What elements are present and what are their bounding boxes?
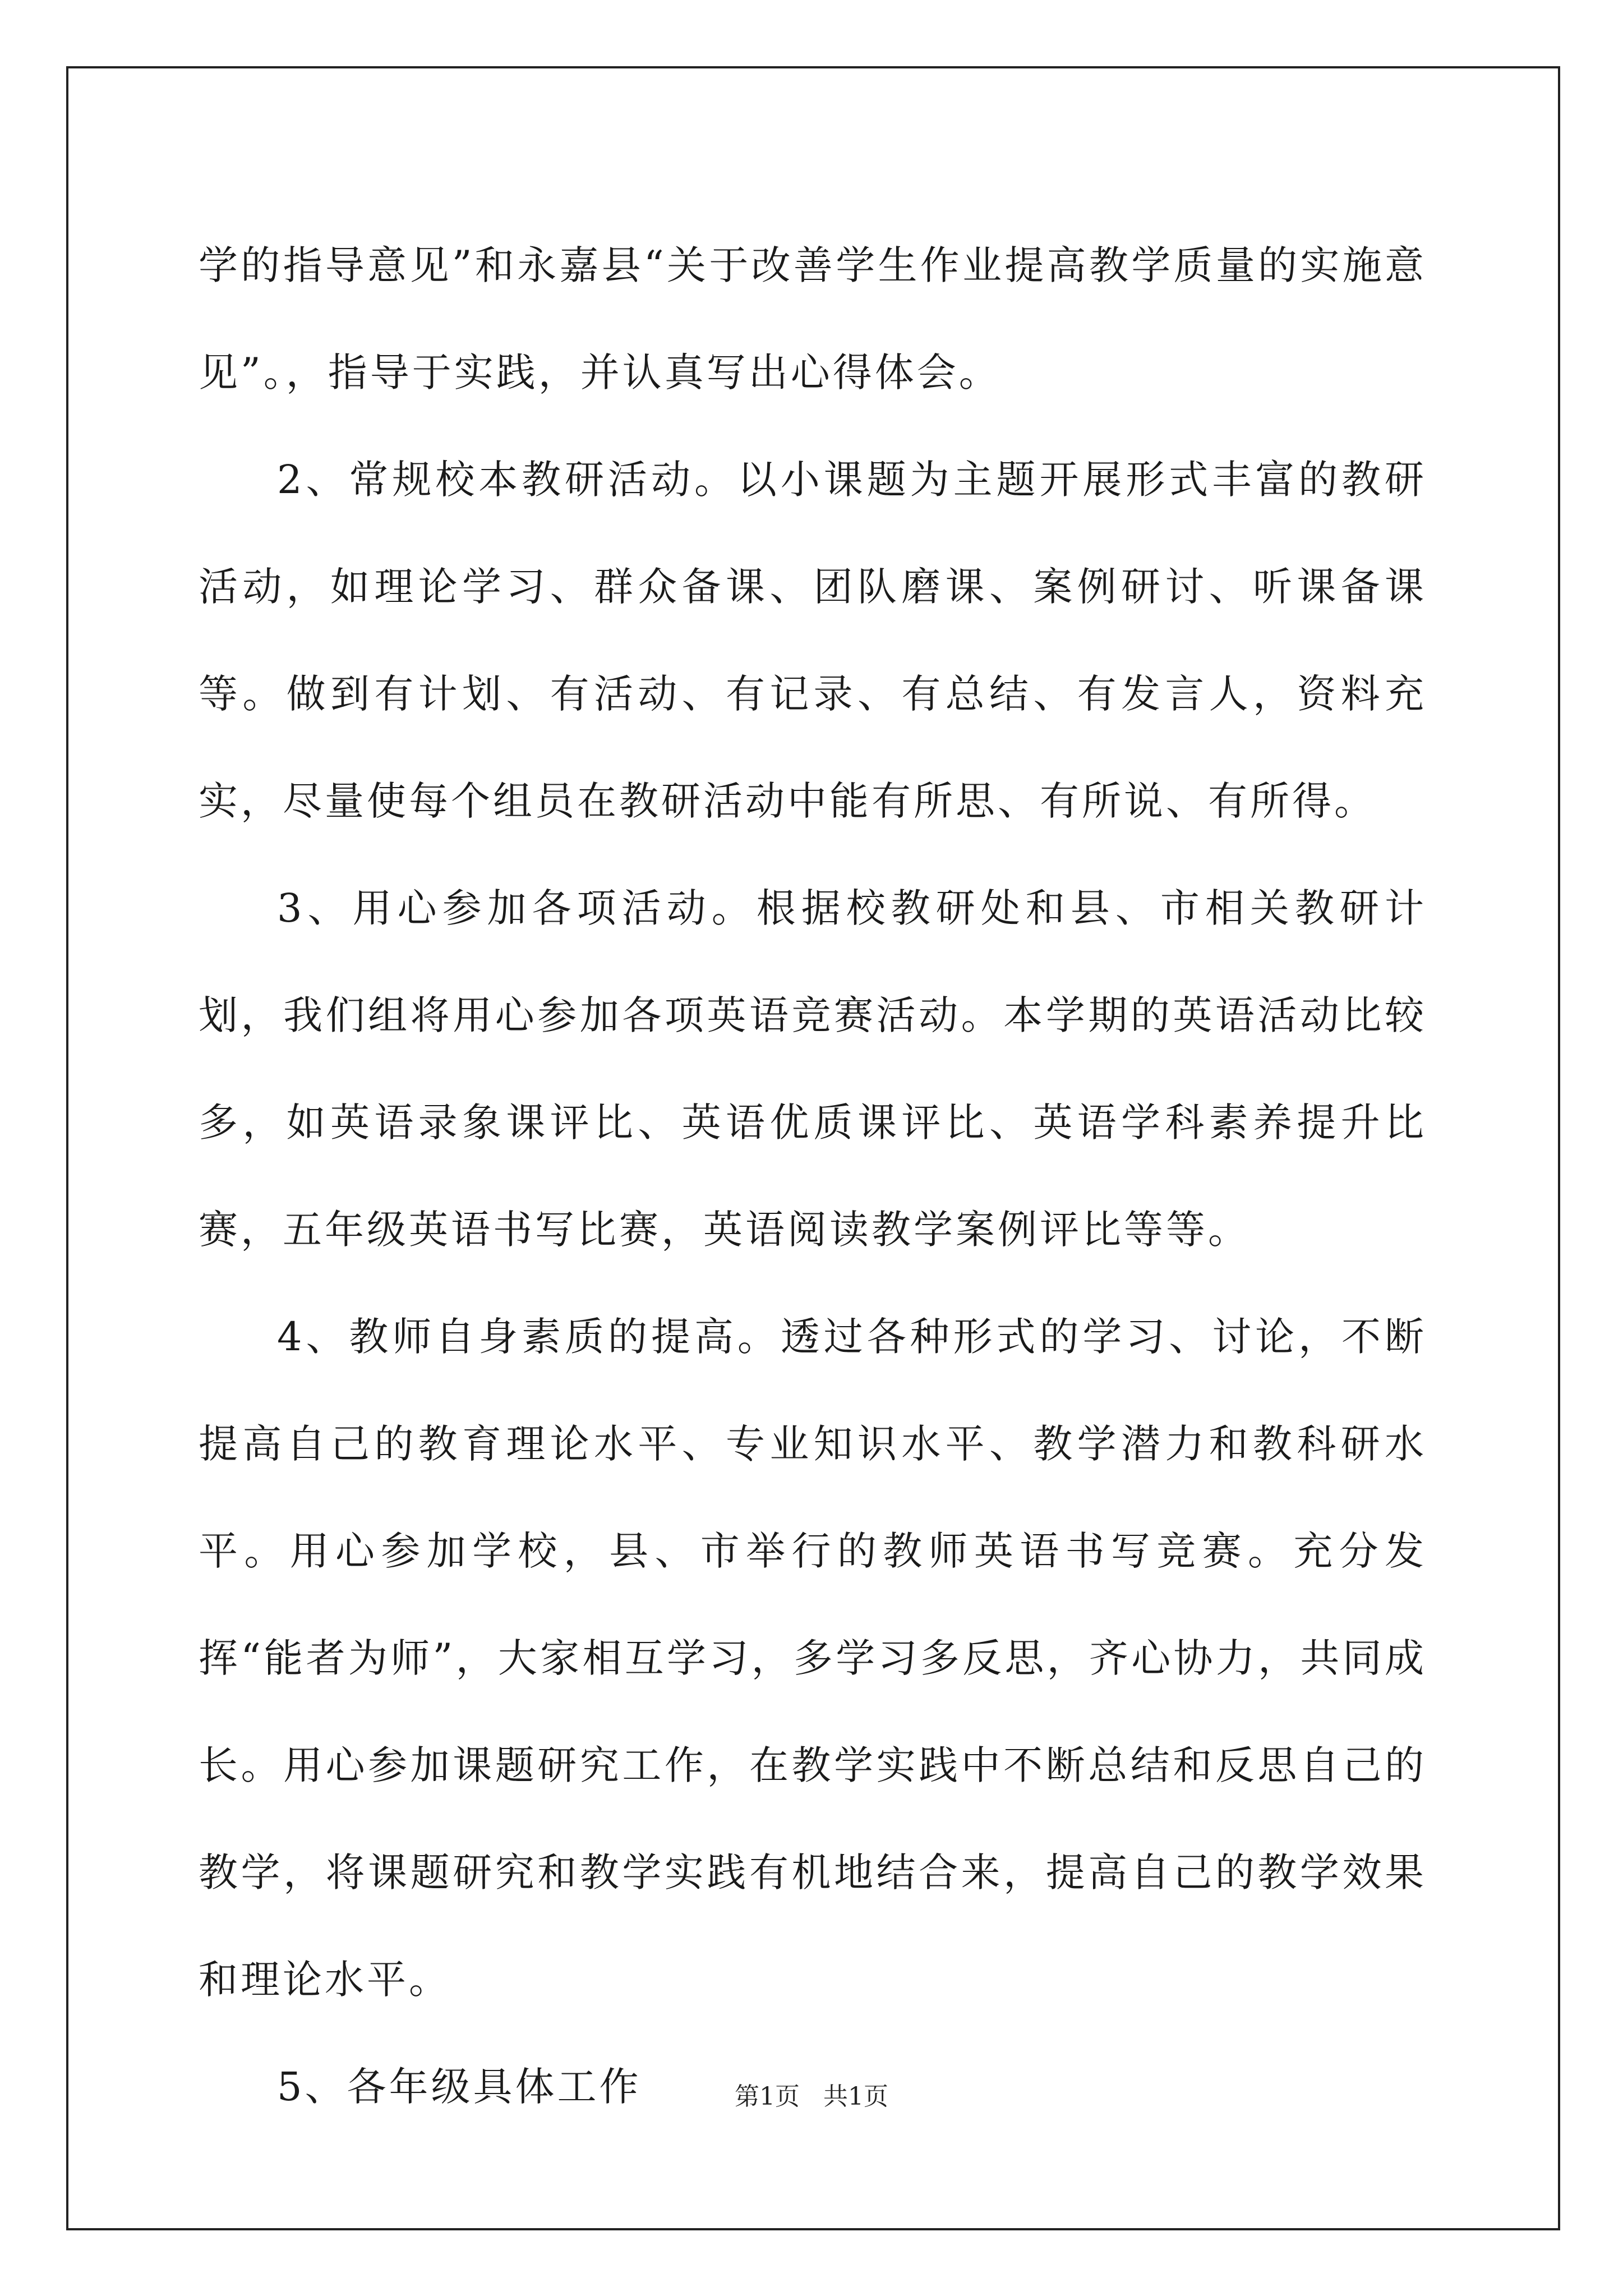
paragraph-5: 5、各年级具体工作 <box>277 2064 642 2110</box>
paragraph-2: 2、常规校本教研活动。以小课题为主题开展形式丰富的教研活动，如理论学习、群众备课、团队磨课、案例研讨、听课备课等。做到有计划、有活动、有记录、有总结、有发言人，资料充实，尽量使每个组员在教研活动中能有所思、有所说、有所得。 <box>199 457 1427 824</box>
paragraph-3: 3、用心参加各项活动。根据校教研处和县、市相关教研计划，我们组将用心参加各项英语竞赛活动。本学期的英语活动比较多，如英语录象课评比、英语优质课评比、英语学科素养提升比赛，五年级英语书写比赛，英语阅读教学案例评比等等。 <box>199 885 1427 1253</box>
page-footer <box>0 2080 1623 2114</box>
page-total: 共1页 <box>823 2082 888 2111</box>
paragraph-1: 学的指导意见”和永嘉县“关于改善学生作业提高教学质量的实施意见”。，指导于实践，并认真写出心得体会。 <box>199 242 1427 395</box>
page-number: 第1页 <box>735 2082 800 2111</box>
document-body <box>199 212 1427 2141</box>
paragraph-4: 4、教师自身素质的提高。透过各种形式的学习、讨论，不断提高自己的教育理论水平、专业知识水平、教学潜力和教科研水平。用心参加学校，县、市举行的教师英语书写竞赛。充分发挥“能者为师”，大家相互学习，多学习多反思，齐心协力，共同成长。用心参加课题研究工作，在教学实践中不断总结和反思自己的教学，将课题研究和教学实践有机地结合来，提高自己的教学效果和理论水平。 <box>199 1314 1427 2003</box>
